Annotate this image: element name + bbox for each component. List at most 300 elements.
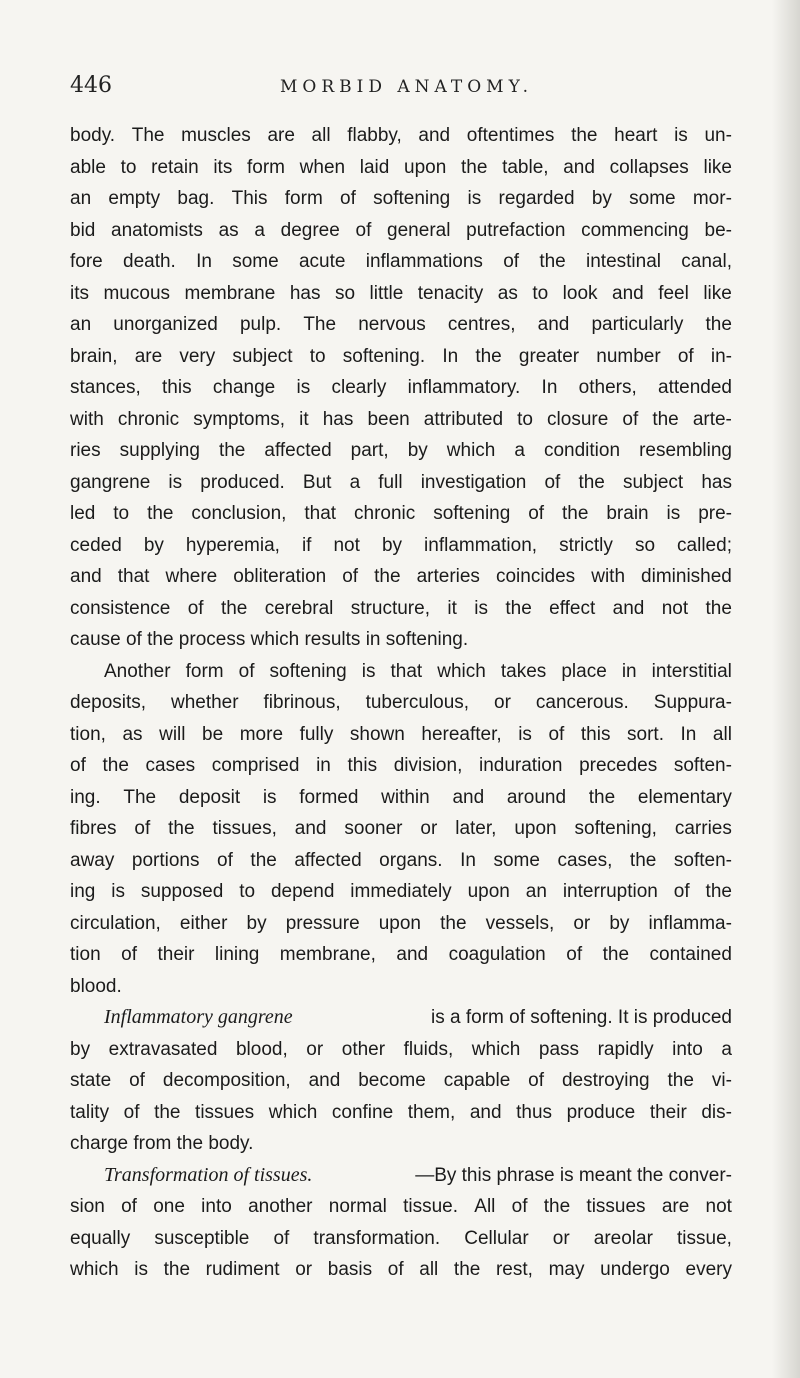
word: unorganized	[113, 314, 218, 335]
word: the	[602, 944, 630, 965]
word: away	[70, 849, 115, 871]
word: normal	[328, 1196, 387, 1217]
word: portions	[131, 849, 200, 871]
word: some	[493, 849, 540, 871]
word: and	[294, 818, 327, 839]
word: fluids,	[403, 1038, 454, 1060]
word: upon	[378, 912, 422, 934]
word: to	[517, 408, 533, 430]
word: regarded	[498, 188, 575, 209]
word: will	[159, 723, 186, 745]
word: resembling	[639, 440, 732, 461]
word: fore	[70, 251, 103, 272]
word: affected	[294, 849, 362, 871]
word: of	[121, 1196, 137, 1217]
word: of	[548, 723, 565, 745]
word: takes	[500, 660, 547, 682]
word: tissues	[195, 1101, 255, 1123]
word: another	[248, 1196, 313, 1217]
word: to	[113, 503, 130, 524]
running-head: MORBID ANATOMY.	[280, 77, 534, 97]
word: depend	[270, 881, 335, 902]
word: subject	[622, 471, 684, 493]
text-line	[70, 1191, 732, 1223]
word: led	[70, 503, 96, 524]
word: greater	[518, 345, 580, 367]
word: the	[505, 597, 532, 619]
word: deposit	[178, 786, 241, 808]
word: cancerous.	[535, 692, 629, 713]
page-header	[70, 72, 732, 106]
word: interruption	[562, 881, 658, 902]
word: of	[342, 566, 359, 587]
word: tissue.	[403, 1196, 459, 1217]
word: hereafter,	[421, 723, 502, 745]
word: has	[322, 408, 354, 430]
word: membrane,	[279, 944, 376, 965]
word: by	[70, 1038, 91, 1060]
text-line	[70, 876, 732, 908]
word: where	[165, 566, 218, 587]
word: decomposition,	[162, 1070, 291, 1091]
word: by	[609, 912, 630, 934]
word: formed	[299, 786, 359, 808]
word: or	[420, 818, 438, 839]
word: But	[302, 471, 332, 493]
word: of	[677, 345, 694, 367]
word: to	[120, 156, 137, 178]
word: equally	[70, 1227, 131, 1249]
word: is	[361, 660, 376, 682]
word: is	[467, 188, 482, 209]
transformation-of-tissues-term: Transformation of tissues.	[104, 1163, 313, 1186]
text-line-fragment: —By this phrase is meant the conver-	[415, 1164, 732, 1186]
text-line: charge from the body.	[70, 1133, 254, 1154]
word: to	[532, 282, 549, 304]
word: that	[304, 503, 337, 524]
word: degree	[280, 219, 340, 241]
word: the	[475, 345, 502, 367]
word: produce	[566, 1101, 636, 1123]
word: an	[70, 188, 92, 209]
word: by	[381, 534, 403, 556]
word: is	[666, 503, 681, 524]
word: which	[268, 1101, 318, 1123]
word: into	[672, 1038, 703, 1060]
word: obliteration	[233, 566, 327, 587]
word: of	[70, 755, 86, 776]
word: in	[316, 755, 331, 776]
word: supposed	[140, 881, 224, 902]
word: Suppura-	[653, 692, 732, 713]
word: death.	[123, 251, 176, 272]
text-line	[70, 939, 732, 971]
word: deposits,	[70, 692, 147, 713]
word: when	[299, 156, 346, 178]
word: sort.	[627, 723, 664, 745]
word: effect	[549, 597, 596, 619]
text-line	[70, 1097, 732, 1129]
word: if	[301, 534, 312, 556]
text-line	[70, 561, 732, 593]
word: some	[629, 188, 676, 209]
word: membrane	[184, 282, 276, 304]
word: by	[407, 440, 428, 461]
word: All	[474, 1196, 496, 1217]
word: and	[537, 314, 570, 335]
word: is	[134, 1259, 148, 1280]
word: tissues	[586, 1196, 646, 1217]
word: is	[674, 125, 688, 146]
word: the	[652, 408, 679, 430]
text-line: cause of the process which results in softening.	[70, 629, 469, 650]
word: the	[220, 597, 248, 619]
text-line	[70, 719, 732, 751]
word: rudiment	[205, 1259, 280, 1280]
word: little	[369, 282, 404, 304]
text-line: blood.	[70, 975, 122, 997]
word: upon	[467, 881, 510, 902]
word: coagulation	[448, 944, 546, 965]
word: canal,	[681, 251, 732, 272]
word: of	[673, 881, 690, 902]
word: gangrene	[70, 471, 151, 493]
word: is	[296, 377, 311, 398]
word: pressure	[285, 912, 360, 934]
word: of	[238, 660, 255, 682]
word: clearly	[331, 377, 387, 398]
word: tion,	[70, 723, 106, 745]
word: been	[367, 408, 410, 430]
word: tenacity	[417, 282, 484, 304]
word: more	[239, 723, 284, 745]
word: the	[588, 786, 616, 808]
word: are	[661, 1196, 690, 1217]
word: feel	[658, 282, 689, 304]
word: are	[267, 125, 295, 146]
word: has	[289, 282, 321, 304]
word: to	[239, 881, 256, 902]
word: ries	[70, 440, 101, 461]
word: softening	[269, 660, 347, 682]
word: particularly	[591, 314, 684, 335]
word: tissues,	[212, 818, 277, 839]
word: pass	[538, 1038, 580, 1060]
word: bid	[70, 219, 96, 241]
word: the	[154, 1101, 181, 1123]
word: the	[460, 156, 488, 178]
word: fully	[299, 723, 334, 745]
word: by	[246, 912, 267, 934]
word: some	[232, 251, 279, 272]
word: lining	[214, 944, 260, 965]
word: thus	[516, 1101, 553, 1123]
word: and	[308, 1070, 341, 1091]
word: or	[295, 1259, 313, 1280]
word: rest,	[495, 1259, 533, 1280]
word: undergo	[600, 1259, 670, 1280]
word: elementary	[637, 786, 732, 808]
word: mor-	[692, 188, 732, 209]
word: the	[705, 597, 732, 619]
word: look	[562, 282, 598, 304]
text-line	[70, 120, 732, 152]
word: retain	[151, 156, 199, 178]
word: intestinal	[586, 251, 662, 272]
word: produced.	[200, 471, 285, 493]
word: of	[503, 251, 520, 272]
word: of	[121, 944, 137, 965]
word: fibrinous,	[263, 692, 341, 713]
word: the	[168, 818, 195, 839]
word: investigation	[420, 471, 527, 493]
word: which	[437, 660, 486, 682]
text-line	[70, 278, 732, 310]
word: form	[185, 660, 224, 682]
word: In	[442, 345, 459, 367]
word: or	[552, 1227, 570, 1249]
word: carries	[674, 818, 732, 839]
word: In	[680, 723, 697, 745]
word: mucous	[103, 282, 171, 304]
text-line	[70, 1065, 732, 1097]
word: others,	[578, 377, 637, 398]
word: to	[309, 345, 326, 367]
word: around	[506, 786, 567, 808]
word: very	[179, 345, 216, 367]
word: brain	[606, 503, 649, 524]
word: it	[299, 408, 309, 430]
word: soften-	[673, 755, 732, 776]
word: able	[70, 156, 106, 178]
word: is	[111, 881, 125, 902]
word: which	[471, 1038, 521, 1060]
word: the	[218, 440, 246, 461]
word: become	[358, 1070, 426, 1091]
word: areolar	[593, 1227, 653, 1249]
word: The	[131, 125, 165, 146]
word: every	[685, 1259, 732, 1280]
word: either	[179, 912, 228, 934]
word: inflammation,	[424, 534, 538, 556]
word: of	[129, 1070, 145, 1091]
word: number	[596, 345, 661, 367]
word: In	[196, 251, 212, 272]
word: the	[374, 566, 401, 587]
word: The	[303, 314, 337, 335]
word: tion	[70, 944, 101, 965]
word: fibres	[70, 818, 117, 839]
word: form	[247, 156, 285, 178]
word: arte-	[692, 408, 732, 430]
word: the	[705, 314, 732, 335]
word: that	[390, 660, 423, 682]
word: all	[712, 723, 732, 745]
word: is	[518, 723, 532, 745]
word: tuberculous,	[365, 692, 470, 713]
word: Another	[104, 660, 171, 682]
body-text	[70, 120, 732, 1286]
word: of	[134, 818, 151, 839]
word: the	[578, 471, 605, 493]
word: by	[143, 534, 164, 556]
word: chronic	[117, 408, 180, 430]
word: softening	[373, 188, 451, 209]
word: putrefaction	[466, 219, 566, 241]
word: oftentimes	[466, 125, 555, 146]
word: a	[254, 219, 265, 241]
word: flabby,	[347, 125, 402, 146]
word: as	[122, 723, 143, 745]
text-line	[70, 215, 732, 247]
word: the	[571, 125, 598, 146]
word: whether	[170, 692, 239, 713]
word: are	[134, 345, 163, 367]
word: full	[378, 471, 403, 493]
word: of	[528, 503, 545, 524]
word: or	[573, 912, 591, 934]
word: destroying	[561, 1070, 650, 1091]
word: part,	[350, 440, 389, 461]
word: of	[566, 944, 583, 965]
word: blood,	[235, 1038, 288, 1060]
page-edge-shadow	[772, 0, 800, 1378]
word: induration	[478, 755, 563, 776]
word: may	[548, 1259, 585, 1280]
word: capable	[443, 1070, 511, 1091]
word: comprised	[211, 755, 300, 776]
word: transformation.	[313, 1227, 441, 1249]
word: immediately	[350, 881, 452, 902]
word: acute	[298, 251, 346, 272]
word: of	[273, 1227, 290, 1249]
word: of	[544, 471, 561, 493]
word: this	[347, 755, 378, 776]
word: and	[452, 786, 485, 808]
text-line	[70, 246, 732, 278]
word: stances,	[70, 377, 141, 398]
text-line-fragment: is a form of softening. It is produced	[431, 1007, 732, 1028]
word: in-	[710, 345, 732, 367]
word: like	[703, 282, 732, 304]
word: the	[705, 881, 732, 902]
text-line	[70, 530, 732, 562]
word: with	[591, 566, 626, 587]
word: which	[70, 1259, 119, 1280]
word: centres,	[447, 314, 516, 335]
word: of	[511, 1196, 528, 1217]
text-line	[70, 404, 732, 436]
word: of	[387, 1259, 404, 1280]
word: this	[162, 377, 192, 398]
word: the	[453, 1259, 481, 1280]
word: division,	[393, 755, 463, 776]
text-line	[70, 845, 732, 877]
word: it	[447, 597, 457, 619]
word: an	[70, 314, 92, 335]
word: softening.	[342, 345, 426, 367]
text-line	[70, 687, 732, 719]
word: not	[705, 1196, 732, 1217]
word: extravasated	[108, 1038, 218, 1060]
text-line	[70, 1034, 732, 1066]
word: vessels,	[485, 912, 555, 934]
word: and	[612, 282, 644, 304]
word: state	[70, 1070, 112, 1091]
word: commencing	[581, 219, 689, 241]
word: contained	[649, 944, 732, 965]
word: shown	[349, 723, 405, 745]
word: place	[561, 660, 607, 682]
word: cases,	[557, 849, 613, 871]
text-line	[70, 908, 732, 940]
word: of	[340, 188, 356, 209]
word: the	[250, 849, 277, 871]
word: softening	[433, 503, 511, 524]
word: un-	[704, 125, 732, 146]
word: its	[70, 282, 89, 304]
text-line	[70, 152, 732, 184]
word: of	[355, 219, 372, 241]
word: dis-	[701, 1101, 732, 1123]
word: upon	[404, 156, 447, 178]
word: upon	[514, 818, 557, 839]
text-line	[70, 782, 732, 814]
word: general	[387, 219, 451, 241]
word: in	[621, 660, 637, 682]
word: that	[117, 566, 150, 587]
word: body.	[70, 125, 116, 146]
word: In	[541, 377, 558, 398]
word: This	[231, 188, 268, 209]
word: called;	[677, 534, 732, 556]
text-line	[70, 750, 732, 782]
word: inflammations	[365, 251, 483, 272]
word: as	[218, 219, 239, 241]
text-line	[70, 656, 732, 688]
page-number: 446	[70, 73, 112, 98]
word: tality	[70, 1101, 110, 1123]
text-line	[70, 593, 732, 625]
word: laid	[359, 156, 390, 178]
word: is	[474, 597, 488, 619]
word: is	[168, 471, 183, 493]
word: nervous	[358, 314, 426, 335]
word: of	[528, 1070, 545, 1091]
word: of	[123, 1101, 140, 1123]
word: hyperemia,	[185, 534, 280, 556]
word: symptoms,	[193, 408, 286, 430]
word: a	[721, 1038, 732, 1060]
word: of	[187, 597, 204, 619]
text-line	[70, 435, 732, 467]
text-line	[70, 498, 732, 530]
transformation-heading-line	[70, 1160, 732, 1192]
word: pulp.	[239, 314, 282, 335]
word: circulation,	[70, 912, 161, 934]
text-line	[70, 1254, 732, 1286]
word: or	[306, 1038, 324, 1060]
word: sion	[70, 1196, 105, 1217]
word: not	[333, 534, 360, 556]
text-line	[70, 372, 732, 404]
word: so	[634, 534, 656, 556]
word: subject	[232, 345, 293, 367]
word: Cellular	[464, 1227, 529, 1249]
text-line	[70, 183, 732, 215]
word: rapidly	[597, 1038, 654, 1060]
word: the	[102, 755, 129, 776]
